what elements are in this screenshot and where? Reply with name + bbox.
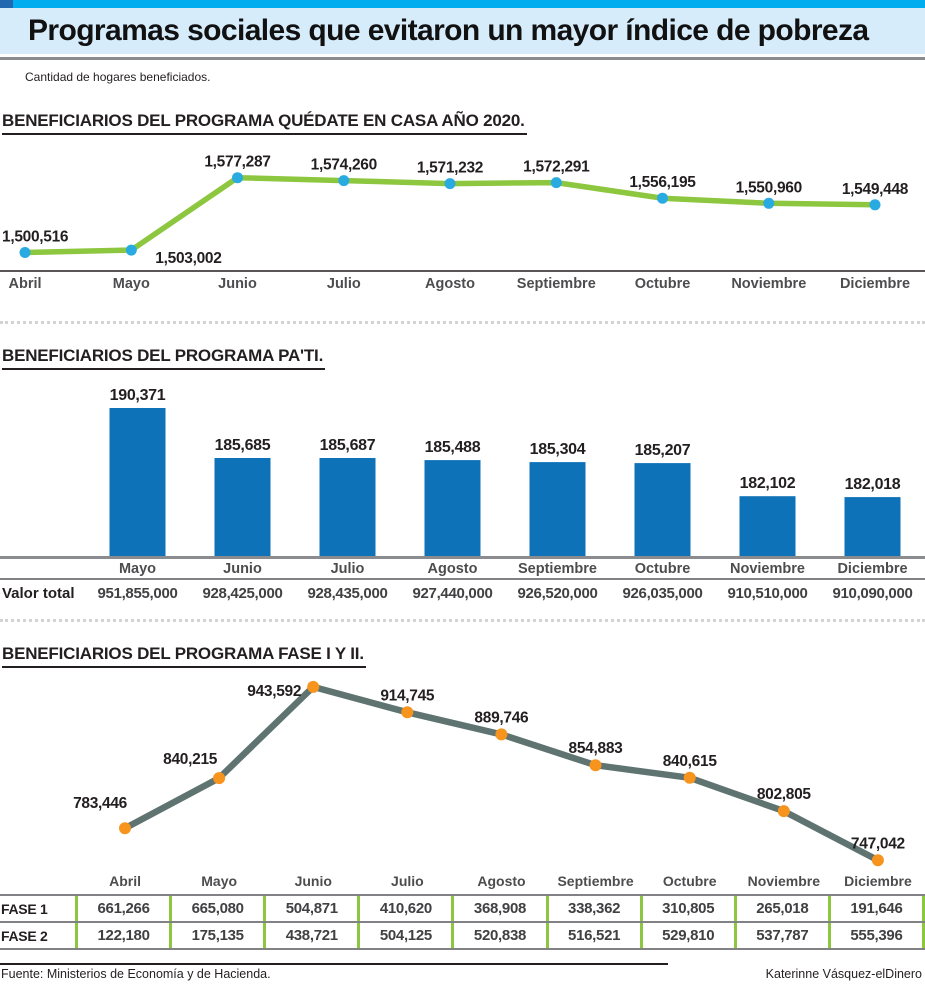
top-stripe [0, 0, 925, 8]
cyan-stripe [13, 0, 925, 8]
section-pati [0, 324, 925, 607]
chart3-heading: BENEFICIARIOS DEL PROGRAMA FASE I Y II. [2, 644, 366, 668]
fase-value-cell: 338,362 [549, 896, 643, 921]
bar [635, 463, 691, 556]
quedate-line-chart [0, 141, 925, 291]
value-label: 1,577,287 [204, 153, 271, 171]
data-point [590, 759, 602, 771]
fase-row-label: FASE 2 [0, 923, 78, 948]
data-point [870, 199, 881, 210]
bar [530, 462, 586, 556]
fase-line-chart [0, 668, 925, 868]
month-label: Septiembre [518, 561, 597, 577]
month-label: Septiembre [516, 276, 596, 291]
data-point [232, 172, 243, 183]
value-label: 914,745 [380, 687, 435, 705]
value-label: 1,500,516 [2, 228, 69, 246]
month-label: Mayo [118, 561, 157, 577]
value-label: 1,550,960 [735, 179, 802, 197]
month-label: Julio [326, 276, 361, 291]
value-label: 1,572,291 [523, 158, 590, 176]
month-label: Mayo [112, 276, 150, 291]
bar [215, 458, 271, 556]
data-point [307, 681, 319, 693]
total-value-cell: 910,510,000 [727, 585, 808, 602]
total-value-cell: 926,520,000 [517, 585, 598, 602]
month-label: Julio [330, 561, 365, 577]
month-header-cell: Abril [109, 873, 141, 889]
value-label: 185,207 [634, 442, 691, 460]
data-point [445, 178, 456, 189]
month-label: Noviembre [731, 276, 807, 291]
data-point [126, 245, 137, 256]
chart2-heading: BENEFICIARIOS DEL PROGRAMA PA'TI. [2, 346, 325, 370]
month-header-cell: Octubre [662, 873, 717, 889]
month-header-cell: Septiembre [557, 873, 634, 889]
page-subtitle: Cantidad de hogares beneficiados. [25, 70, 211, 84]
total-value-cell: 927,440,000 [412, 585, 493, 602]
section-quedate-en-casa [0, 84, 925, 291]
value-label: 185,687 [319, 437, 376, 454]
pati-bar-chart [0, 376, 925, 578]
bar [740, 496, 796, 556]
month-header-cell: Junio [294, 873, 332, 889]
value-label: 182,102 [739, 475, 796, 493]
valor-total-row [0, 578, 925, 607]
fase-value-cell: 504,125 [360, 923, 454, 948]
total-value-cell: 910,090,000 [832, 585, 913, 602]
month-label: Diciembre [837, 561, 908, 577]
fase-table-header-row [0, 868, 925, 894]
fase-table-row [0, 921, 925, 950]
footer [1, 967, 922, 981]
valor-total-label: Valor total [2, 585, 75, 602]
total-value-cell: 928,425,000 [202, 585, 283, 602]
value-label: 747,042 [850, 835, 905, 853]
value-label: 1,556,195 [629, 174, 696, 192]
fase-table-row [0, 894, 925, 921]
chart1-heading: BENEFICIARIOS DEL PROGRAMA QUÉDATE EN CASA AÑO 2020. [2, 111, 527, 135]
data-point [657, 193, 668, 204]
month-label: Noviembre [730, 561, 805, 577]
data-point [401, 706, 413, 718]
bar [425, 460, 481, 556]
section-fase [0, 622, 925, 950]
value-label: 182,018 [844, 476, 901, 494]
month-header-cell: Agosto [477, 873, 526, 889]
value-label: 185,304 [529, 441, 586, 459]
fase-value-cell: 368,908 [454, 896, 548, 921]
fase-table [0, 868, 925, 950]
value-label: 1,571,232 [416, 159, 484, 177]
footer-rule [0, 963, 668, 965]
data-point [778, 805, 790, 817]
source-credit: Fuente: Ministerios de Economía y de Hacienda. [1, 967, 271, 981]
page-title: Programas sociales que evitaron un mayor índice de pobreza [28, 14, 869, 47]
fase-value-cell: 516,521 [549, 923, 643, 948]
value-label: 840,215 [163, 751, 218, 769]
month-label: Agosto [425, 276, 475, 291]
brand-corner-mark [0, 0, 13, 8]
value-label: 185,685 [214, 437, 271, 454]
fase-value-cell: 175,135 [172, 923, 266, 948]
bar [845, 497, 901, 556]
month-header-cell: Diciembre [844, 873, 912, 889]
month-header-cell: Noviembre [747, 873, 820, 889]
data-point [872, 854, 884, 866]
fase-value-cell: 537,787 [737, 923, 831, 948]
total-value-cell: 951,855,000 [97, 585, 178, 602]
value-label: 1,549,448 [841, 180, 909, 198]
data-point [338, 175, 349, 186]
data-point [684, 772, 696, 784]
value-label: 840,615 [662, 752, 717, 770]
month-label: Junio [218, 276, 257, 291]
total-value-cell: 926,035,000 [622, 585, 703, 602]
fase-value-cell: 310,805 [643, 896, 737, 921]
month-header-cell: Mayo [201, 873, 238, 889]
fase-value-cell: 191,646 [831, 896, 925, 921]
value-label: 943,592 [247, 682, 302, 700]
month-label: Octubre [634, 276, 691, 291]
month-label: Agosto [427, 561, 478, 577]
fase-table-corner-cell [0, 868, 78, 894]
data-point [495, 728, 507, 740]
fase-value-cell: 504,871 [266, 896, 360, 921]
fase-value-cell: 265,018 [737, 896, 831, 921]
month-label: Junio [223, 561, 262, 577]
value-label: 802,805 [756, 786, 811, 804]
value-label: 889,746 [474, 709, 529, 727]
month-label: Abril [8, 276, 42, 291]
data-point [551, 177, 562, 188]
value-label: 1,503,002 [155, 250, 222, 268]
data-point [763, 198, 774, 209]
fase-value-cell: 661,266 [78, 896, 172, 921]
month-header-cell: Julio [391, 873, 424, 889]
value-label: 1,574,260 [310, 156, 377, 174]
fase-value-cell: 438,721 [266, 923, 360, 948]
month-label: Octubre [634, 561, 691, 577]
author-byline: Katerinne Vásquez-elDinero [765, 967, 922, 981]
fase-value-cell: 410,620 [360, 896, 454, 921]
fase-value-cell: 665,080 [172, 896, 266, 921]
fase-value-cell: 520,838 [454, 923, 548, 948]
data-point [213, 772, 225, 784]
fase-value-cell: 555,396 [831, 923, 925, 948]
fase-row-label: FASE 1 [0, 896, 78, 921]
value-label: 854,883 [568, 740, 623, 758]
bar [320, 458, 376, 556]
value-label: 190,371 [109, 387, 166, 404]
data-point [20, 247, 31, 258]
month-label: Diciembre [839, 276, 911, 291]
title-banner [0, 8, 925, 54]
value-label: 783,446 [73, 795, 127, 813]
fase-value-cell: 122,180 [78, 923, 172, 948]
fase-value-cell: 529,810 [643, 923, 737, 948]
value-label: 185,488 [424, 439, 481, 457]
total-value-cell: 928,435,000 [307, 585, 388, 602]
data-point [119, 822, 131, 834]
bar [110, 408, 166, 556]
header-rule [0, 57, 925, 60]
